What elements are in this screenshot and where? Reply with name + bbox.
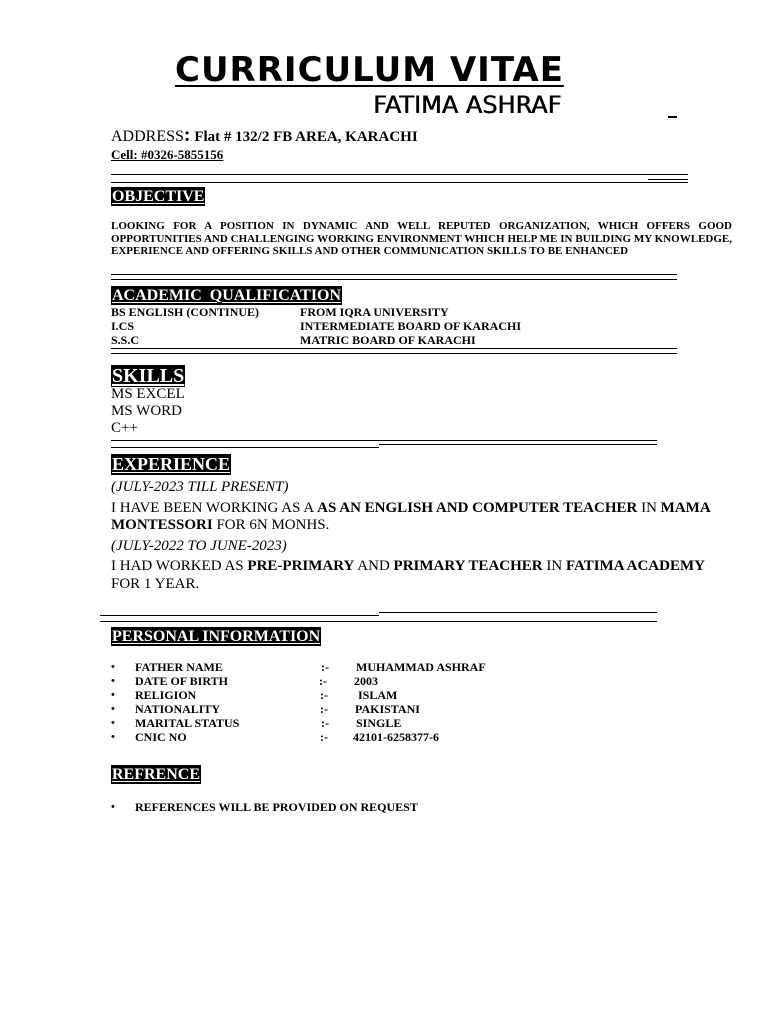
info-label: MARITAL STATUS [135,716,240,730]
divider-line [379,444,657,445]
divider-line [111,182,688,183]
address-line [111,124,418,148]
info-separator: :- [320,688,328,702]
academic-heading: ACADEMIC QUALIFICATION [112,287,342,304]
academic-table [111,305,591,347]
experience-date: (JULY-2023 TILL PRESENT) [111,479,289,495]
info-value: 2003 [354,674,378,688]
info-separator: :- [320,702,328,716]
list-item: MS WORD [111,403,182,419]
info-value: MUHAMMAD ASHRAF [356,660,486,674]
table-row [111,319,591,333]
list-item: C++ [111,420,138,436]
degree: I.CS [111,319,135,333]
degree: S.S.C [111,333,140,347]
experience-description: I HAVE BEEN WORKING AS A AS AN ENGLISH AND COMPUTER TEACHER IN MAMA MONTESSORI FOR 6N MONHS. [111,499,710,533]
divider-line [100,621,657,622]
bullet-icon: • [111,661,115,673]
bullet-icon: • [111,731,115,743]
experience-description: I HAD WORKED AS PRE-PRIMARY AND PRIMARY TEACHER IN FATIMA ACADEMY FOR 1 YEAR. [111,558,705,592]
experience-list [111,479,711,596]
reference-text: REFERENCES WILL BE PROVIDED ON REQUEST [135,800,418,814]
degree: BS ENGLISH (CONTINUE) [111,305,260,319]
info-label: RELIGION [135,688,197,702]
bullet-icon: • [111,689,115,701]
info-separator: :- [321,716,329,730]
skills-heading: SKILLS [112,365,185,387]
skills-list [111,386,185,437]
institute: INTERMEDIATE BOARD OF KARACHI [300,319,522,333]
info-label: DATE OF BIRTH [135,674,228,688]
table-row [111,305,591,319]
info-label: FATHER NAME [135,660,223,674]
divider-line [100,615,379,616]
divider-line [111,174,688,175]
address-label: ADDRESS [111,128,184,145]
personal-heading: PERSONAL INFORMATION [112,628,321,645]
info-separator: :- [319,674,327,688]
candidate-name: FATIMA ASHRAF [373,91,562,119]
info-label: CNIC NO [135,730,187,744]
bullet-icon: • [111,717,115,729]
divider-line [111,353,677,354]
bullet-icon: • [111,675,115,687]
document-title: CURRICULUM VITAE [175,50,564,90]
cell-number: Cell: #0326-5855156 [111,147,224,162]
info-value: 42101-6258377-6 [353,730,439,744]
divider-line [111,274,677,275]
info-value: PAKISTANI [355,702,420,716]
divider-line [111,348,677,349]
divider-line [111,279,677,280]
name-underline-mark [668,116,677,118]
table-row [111,333,591,347]
reference-heading: REFRENCE [112,766,201,783]
objective-text: LOOKING FOR A POSITION IN DYNAMIC AND WELL REPUTED ORGANIZATION, WHICH OFFERS GOOD OPPORTUNITIES AND CHALLENGING WORKING ENVIRONMENT WHICH HELP ME IN BUILDING MY KNOWLEDGE, EXPERIENCE AND OFFERING SKILLS AND OTHER COMMUNICATION SKILLS TO BE ENHANCED [111,220,732,257]
bullet-icon: • [111,801,115,813]
address-value: Flat # 132/2 FB AREA, KARACHI [190,129,418,145]
institute: FROM IQRA UNIVERSITY [300,305,449,319]
info-value: SINGLE [356,716,402,730]
institute: MATRIC BOARD OF KARACHI [300,333,476,347]
divider-line [111,447,379,448]
experience-date: (JULY-2022 TO JUNE-2023) [111,537,287,554]
bullet-icon: • [111,703,115,715]
experience-heading: EXPERIENCE [112,454,231,474]
list-item: MS EXCEL [111,386,185,402]
info-separator: :- [320,730,328,744]
info-label: NATIONALITY [135,702,221,716]
divider-line [648,179,688,180]
address-colon: : [183,124,191,146]
info-value: ISLAM [358,688,398,702]
divider-line [379,612,657,613]
divider-line [111,440,657,441]
info-separator: :- [321,660,329,674]
objective-heading: OBJECTIVE [112,188,205,205]
